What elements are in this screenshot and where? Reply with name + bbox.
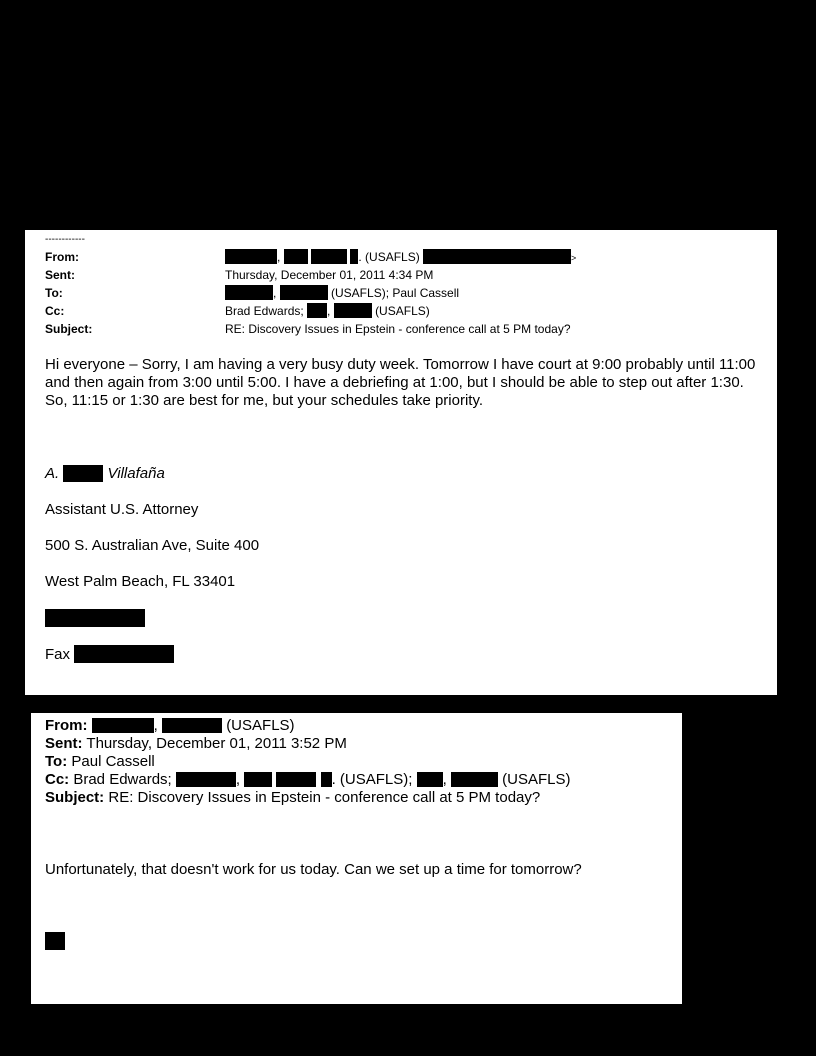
sent-value: Thursday, December 01, 2011 3:52 PM <box>86 735 347 752</box>
signature-name <box>45 465 165 483</box>
sig-first: A. <box>45 465 60 482</box>
from-org: (USAFLS) <box>226 717 295 734</box>
subject-value: RE: Discovery Issues in Epstein - conference call at 5 PM today? <box>225 322 571 336</box>
email-panel-2 <box>31 713 682 1004</box>
redaction <box>321 772 332 787</box>
redaction <box>45 932 65 950</box>
redaction <box>74 645 174 663</box>
signature-title: Assistant U.S. Attorney <box>45 501 199 518</box>
from-value: , . (USAFLS) > <box>225 248 576 267</box>
cc-value: Brad Edwards; , (USAFLS) <box>225 304 430 318</box>
to-label: To: <box>45 753 68 770</box>
email-body: Hi everyone – Sorry, I am having a very busy duty week. Tomorrow I have court at 9:00 probably until 11:00 and then again from 3:00 until 5:00. I have a debriefing at 1:00, but I should be able to step out after 1:30. So, 11:15 or 1:30 are best for me, but your schedules take priority. <box>45 356 756 409</box>
cc-row: Cc: Brad Edwards; , . (USAFLS); , (USAFLS) <box>45 771 571 788</box>
cc-prefix: Brad Edwards; <box>73 771 172 788</box>
subject-value: RE: Discovery Issues in Epstein - conference call at 5 PM today? <box>108 789 541 806</box>
email-body: Unfortunately, that doesn't work for us today. Can we set up a time for tomorrow? <box>45 861 582 878</box>
sent-row <box>45 735 347 753</box>
redaction <box>162 718 222 733</box>
redaction <box>334 303 372 318</box>
to-label: To: <box>45 286 63 300</box>
to-row <box>45 753 155 771</box>
fax-label: Fax <box>45 646 71 663</box>
from-label: From: <box>45 250 79 264</box>
signature-address-2: West Palm Beach, FL 33401 <box>45 573 236 590</box>
redaction <box>423 249 571 264</box>
sent-value: Thursday, December 01, 2011 4:34 PM <box>225 268 434 282</box>
cc-suffix: (USAFLS) <box>375 304 430 318</box>
to-value: Paul Cassell <box>71 753 155 770</box>
cc-mid: . (USAFLS); <box>331 771 413 788</box>
sig-last: Villafaña <box>107 465 165 482</box>
redaction <box>225 285 273 300</box>
from-row: From: , (USAFLS) <box>45 717 295 734</box>
signature-phone <box>45 609 145 628</box>
email-panel-1 <box>25 230 777 695</box>
from-label: From: <box>45 717 88 734</box>
redaction <box>307 303 327 318</box>
to-text: (USAFLS); Paul Cassell <box>331 286 460 300</box>
redaction <box>451 772 498 787</box>
redaction <box>280 285 328 300</box>
subject-row <box>45 789 540 807</box>
sent-label: Sent: <box>45 735 83 752</box>
to-value: , (USAFLS); Paul Cassell <box>225 284 459 302</box>
redaction <box>176 772 236 787</box>
redaction <box>311 249 347 264</box>
redaction <box>225 249 277 264</box>
sent-label: Sent: <box>45 268 75 282</box>
redaction <box>284 249 308 264</box>
separator-dashes: ------------ <box>45 234 85 245</box>
from-org: . (USAFLS) <box>358 250 420 264</box>
cc-suffix: (USAFLS) <box>502 771 571 788</box>
redaction <box>45 609 145 627</box>
signature-address-1: 500 S. Australian Ave, Suite 400 <box>45 537 260 554</box>
subject-label: Subject: <box>45 322 93 336</box>
cc-prefix: Brad Edwards; <box>225 304 304 318</box>
redaction <box>244 772 272 787</box>
redaction <box>92 718 154 733</box>
redaction <box>276 772 316 787</box>
cc-label: Cc: <box>45 771 70 788</box>
cc-label: Cc: <box>45 304 65 318</box>
redaction <box>417 772 443 787</box>
subject-label: Subject: <box>45 789 105 806</box>
redaction <box>63 465 103 482</box>
signature-fax <box>45 645 174 664</box>
